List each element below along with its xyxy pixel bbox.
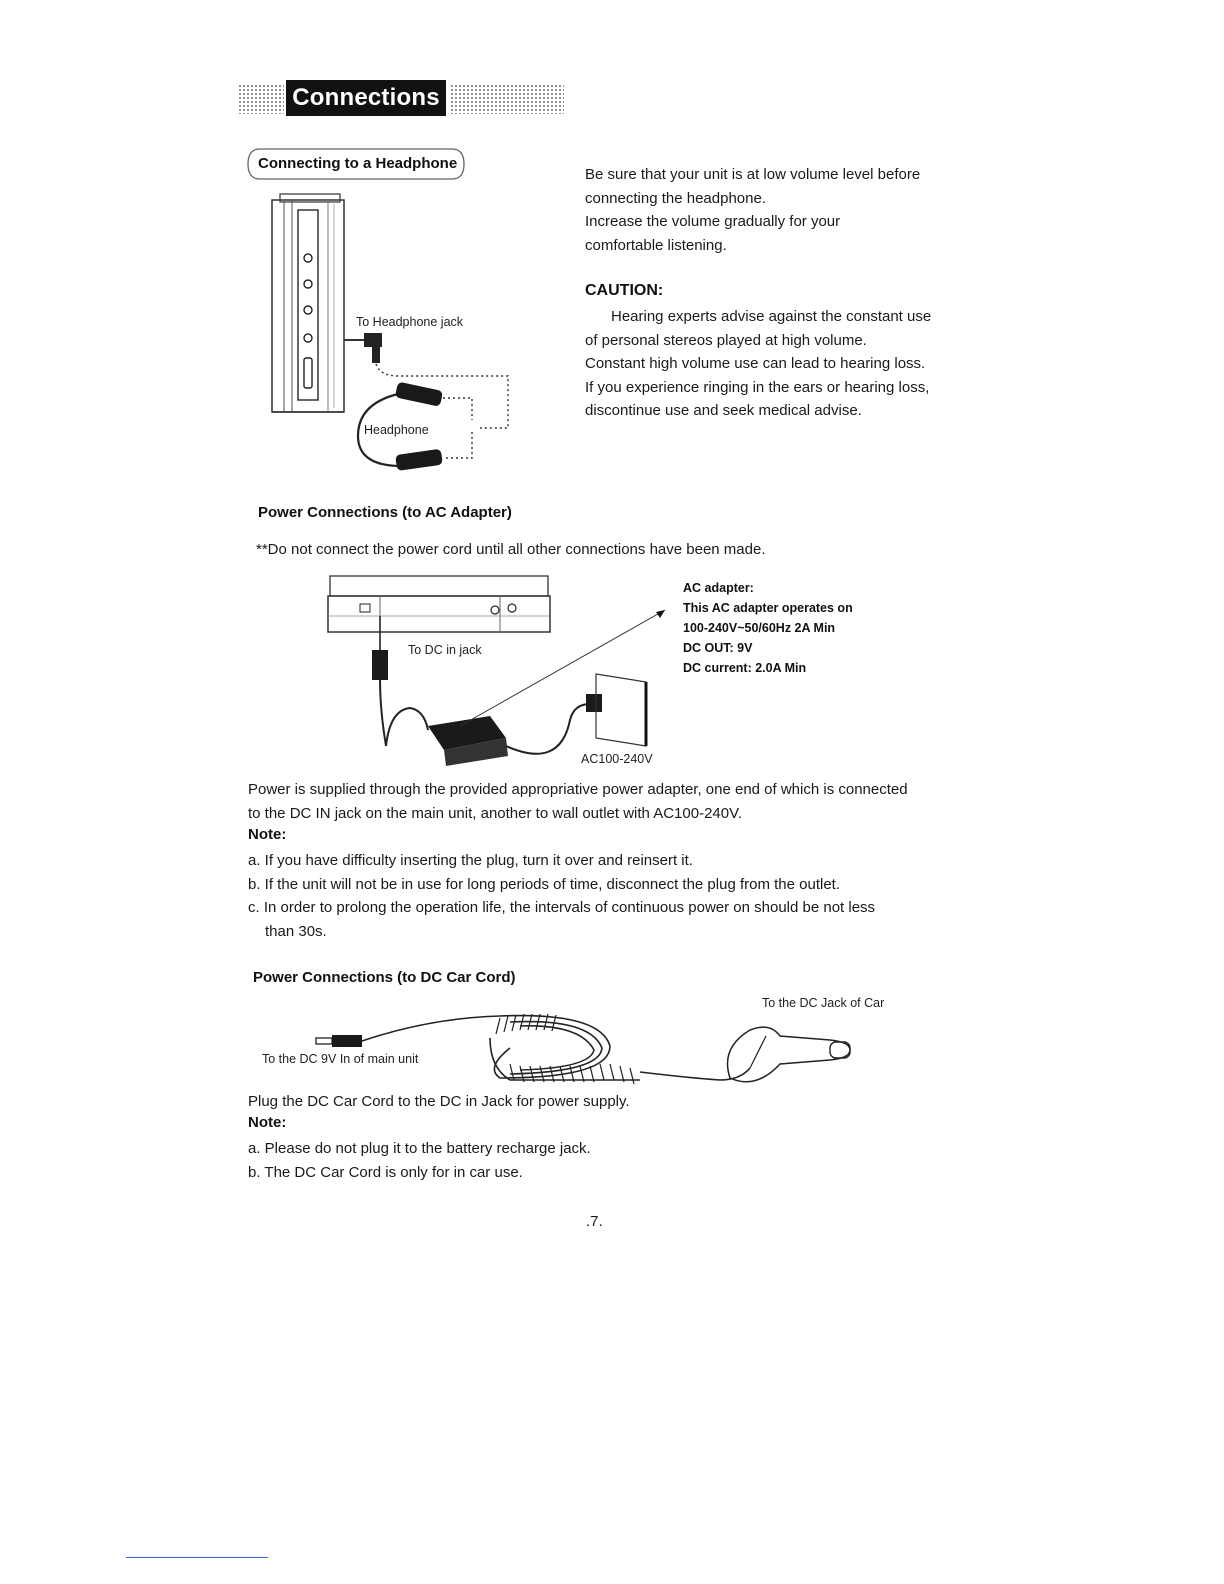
- dc-in-jack-label: To DC in jack: [408, 643, 482, 657]
- instruction-line: Increase the volume gradually for your: [585, 213, 841, 230]
- header-dots-right: [450, 84, 564, 114]
- header-dots-left: [238, 84, 284, 114]
- caution-line: Constant high volume use can lead to hearing loss.: [585, 355, 926, 372]
- ac-spec-line: DC current: 2.0A Min: [683, 661, 807, 675]
- wall-outlet-label: AC100-240V: [581, 752, 653, 766]
- headphone-label: Headphone: [364, 423, 429, 437]
- page-number: .7.: [586, 1213, 603, 1230]
- ac-adapter-spec: [683, 578, 853, 678]
- headphone-section-label: Connecting to a Headphone: [258, 155, 458, 172]
- car-jack-label: To the DC Jack of Car: [762, 996, 885, 1010]
- ac-spec-title: AC adapter:: [683, 581, 754, 595]
- ac-spec-line: DC OUT: 9V: [683, 641, 753, 655]
- caution-line: If you experience ringing in the ears or hearing loss,: [585, 378, 930, 396]
- headphone-jack-label: To Headphone jack: [356, 315, 464, 329]
- ac-spec-line: This AC adapter operates on: [683, 601, 853, 615]
- instruction-line: comfortable listening.: [585, 236, 727, 254]
- car-power-description: Plug the DC Car Cord to the DC in Jack for power supply.: [248, 1093, 630, 1110]
- caution-line: discontinue use and seek medical advise.: [585, 402, 862, 419]
- unit-side-illustration: [268, 190, 528, 490]
- ac-power-warning: **Do not connect the power cord until all other connections have been made.: [256, 541, 766, 558]
- note-item: c. In order to prolong the operation life, the intervals of continuous power on should be not less: [248, 899, 876, 916]
- caution-text: [585, 305, 931, 423]
- ac-power-heading: Power Connections (to AC Adapter): [258, 504, 512, 521]
- main-unit-label: To the DC 9V In of main unit: [262, 1052, 419, 1066]
- caution-title: CAUTION:: [585, 282, 664, 299]
- ac-power-description: [248, 778, 908, 825]
- instruction-line: connecting the headphone.: [585, 189, 766, 207]
- description-line: to the DC IN jack on the main unit, another to wall outlet with AC100-240V.: [248, 804, 742, 822]
- headphone-instructions: [585, 163, 920, 257]
- ac-notes: [248, 849, 875, 943]
- car-power-heading: Power Connections (to DC Car Cord): [253, 969, 516, 986]
- caution-line: of personal stereos played at high volume.: [585, 331, 867, 349]
- caution-line: Hearing experts advise against the constant use: [611, 308, 932, 325]
- ac-spec-line: 100-240V~50/60Hz 2A Min: [683, 621, 836, 635]
- ac-adapter-illustration: [320, 570, 680, 770]
- note-item: a. If you have difficulty inserting the plug, turn it over and reinsert it.: [248, 852, 693, 869]
- description-line: Power is supplied through the provided appropriative power adapter, one end of which is connected: [248, 781, 908, 798]
- car-notes: [248, 1137, 591, 1184]
- instruction-line: Be sure that your unit is at low volume level before: [585, 166, 921, 183]
- ac-note-title: Note:: [248, 826, 287, 843]
- note-item: a. Please do not plug it to the battery recharge jack.: [248, 1140, 591, 1157]
- bottom-rule: [126, 1557, 268, 1558]
- note-item: than 30s.: [265, 922, 327, 940]
- car-note-title: Note:: [248, 1114, 287, 1131]
- note-item: b. If the unit will not be in use for long periods of time, disconnect the plug from the outlet.: [248, 875, 841, 893]
- note-item: b. The DC Car Cord is only for in car use.: [248, 1163, 523, 1181]
- page-title: Connections: [286, 80, 446, 116]
